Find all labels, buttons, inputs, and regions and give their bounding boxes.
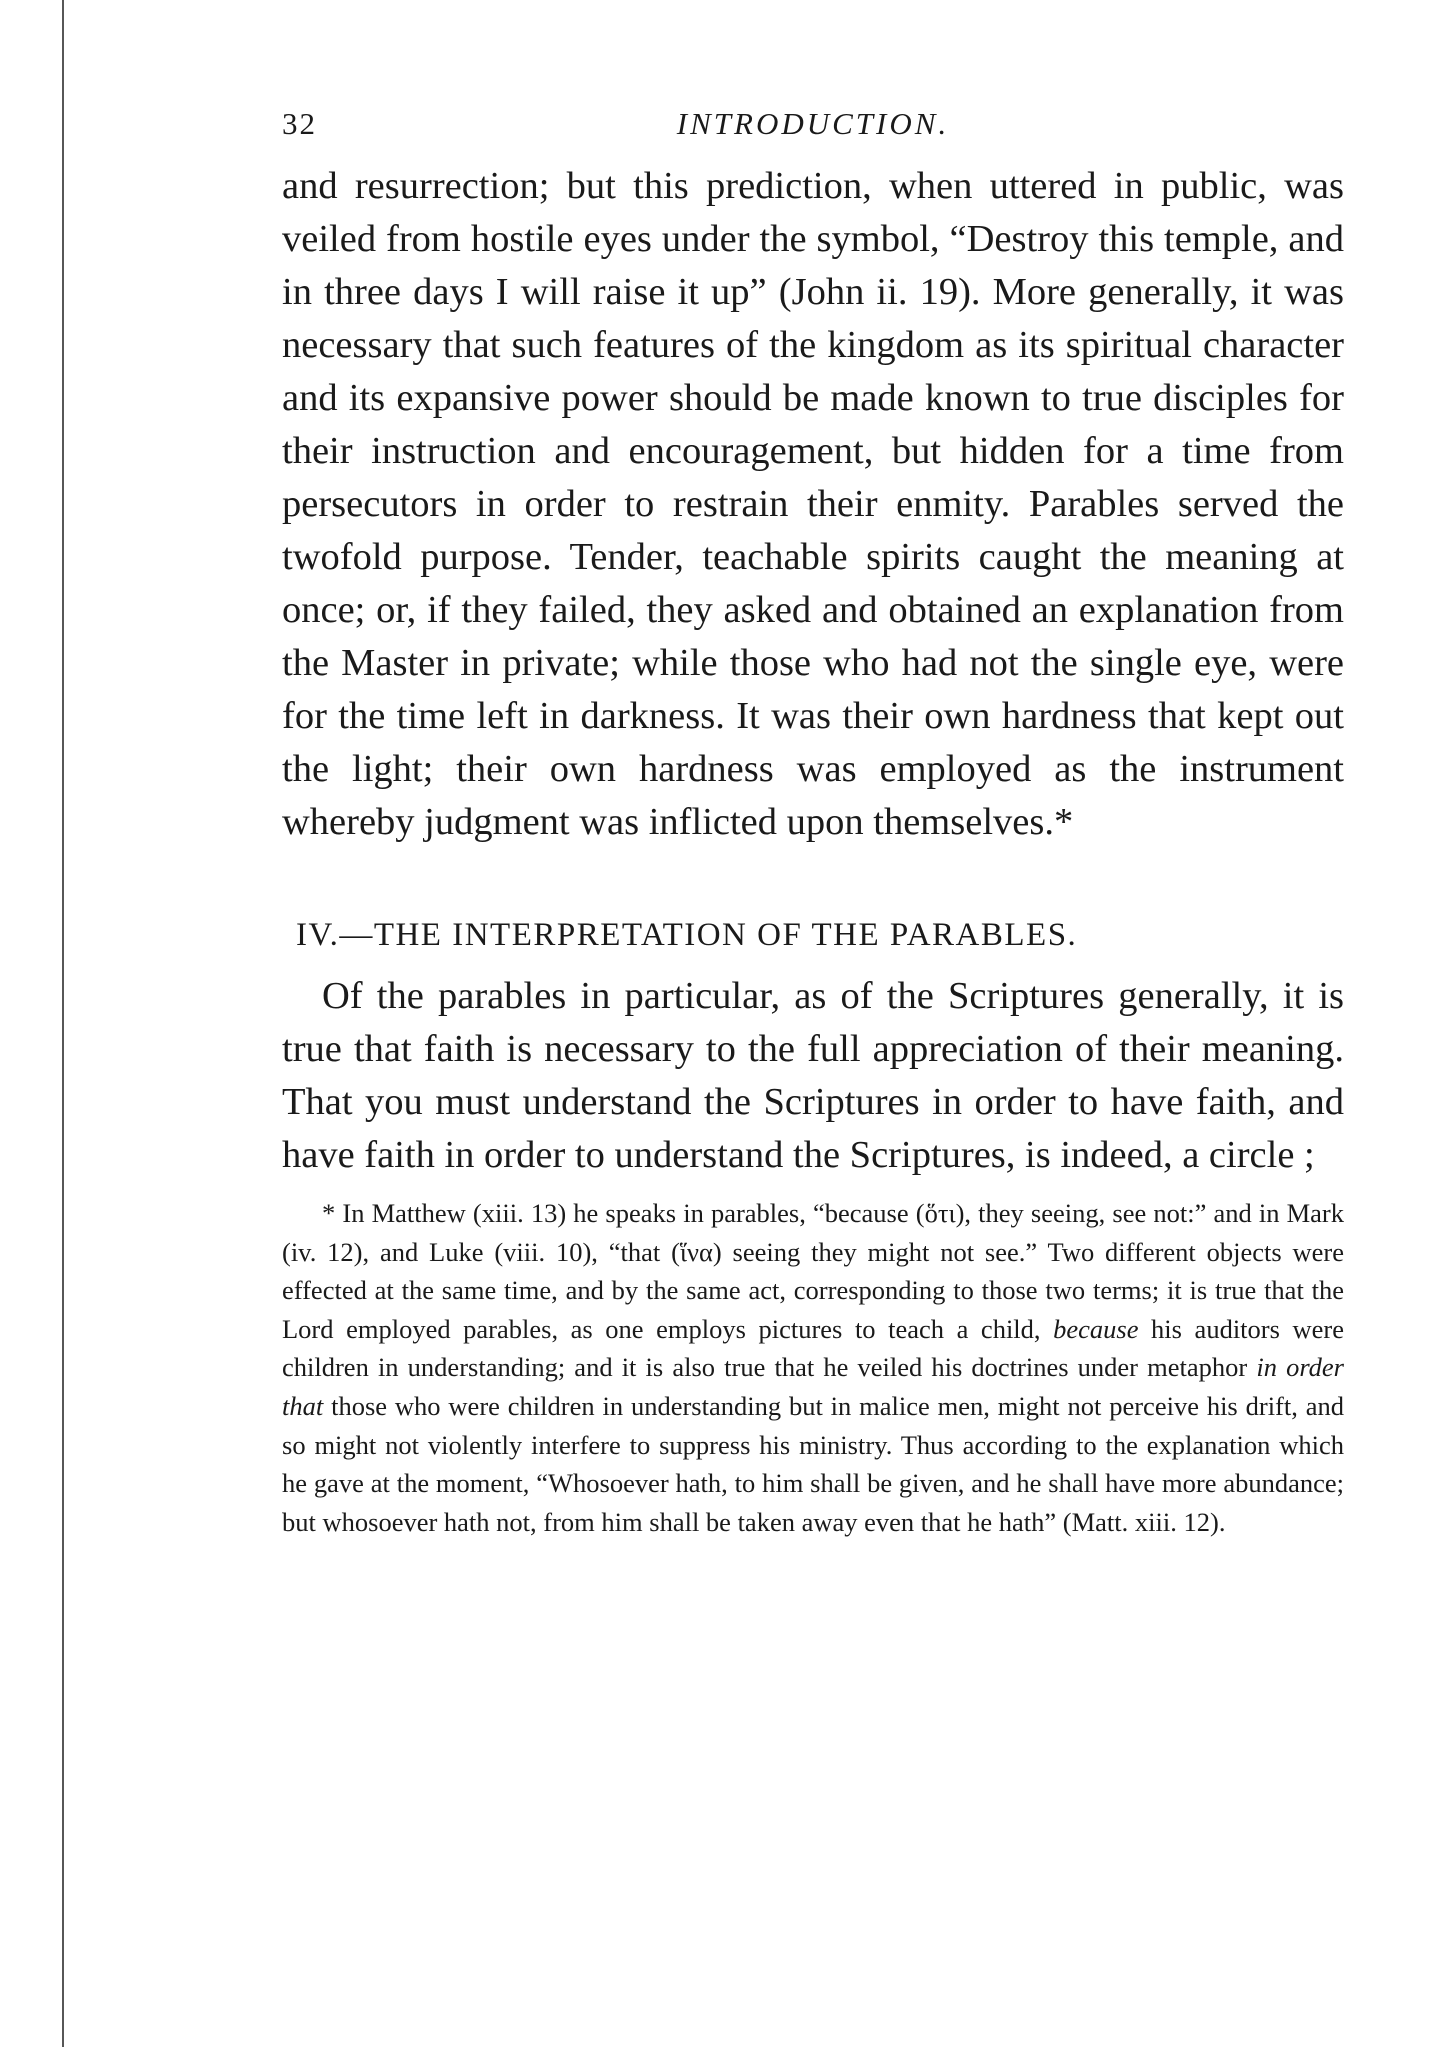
page-number: 32 [282, 106, 317, 141]
running-head [282, 100, 1344, 160]
footnote-text-3: those who were children in understanding but in malice men, might not perceive his drift, and so might not violently interfere to suppress his ministry. Thus according to the explanation which he gave at the moment, “Whosoever hath, to him shall be given, and he shall have more abundance; but whosoever hath not, from him shall be taken away even that he hath” (Matt. xiii. 12). [282, 1390, 1344, 1537]
book-page [282, 100, 1344, 1541]
main-text [282, 160, 1344, 1182]
running-title: INTRODUCTION. [676, 106, 950, 141]
footnote [282, 1194, 1344, 1541]
footnote-text-2: his auditors were children in understanding; and it is also true that he veiled his doctrines under metaphor [282, 1313, 1344, 1383]
paragraph-interpretation: Of the parables in particular, as of the Scriptures generally, it is true that faith is necessary to the full appreciation of their meaning. That you must understand the Scriptures in order to have faith, and have faith in order to understand the Scriptures, is indeed, a circle ; [282, 975, 1344, 1176]
footnote-text-1: * In Matthew (xiii. 13) he speaks in parables, “because (ὅτι), they seeing, see not:” and in Mark (iv. 12), and Luke (viii. 10), “that (ἵνα) seeing they might not see.” Two different objects were effected at the same time, and by the same act, corresponding to those two terms; it is true that the Lord employed parables, as one employs pictures to teach a child, [282, 1198, 1344, 1344]
paragraph-continuation: and resurrection; but this prediction, when uttered in public, was veiled from hostile eyes under the symbol, “Destroy this temple, and in three days I will raise it up” (John ii. 19). More generally, it was necessary that such features of the kingdom as its spiritual character and its expansive power should be made known to true disciples for their instruction and encouragement, but hidden for a time from persecutors in order to restrain their enmity. Parables served the twofold purpose. Tender, teachable spirits caught the meaning at once; or, if they failed, they asked and obtained an explanation from the Master in private; while those who had not the single eye, were for the time left in darkness. It was their own hardness that kept out the light; their own hardness was employed as the instrument whereby judgment was inflicted upon themselves.* [282, 165, 1344, 843]
footnote-emphasis-because: because [1053, 1313, 1139, 1344]
footnote-emphasis-in-order-that: in order that [282, 1352, 1344, 1421]
page-edge-line [62, 0, 64, 2047]
section-heading: IV.—THE INTERPRETATION OF THE PARABLES. [296, 917, 1078, 953]
